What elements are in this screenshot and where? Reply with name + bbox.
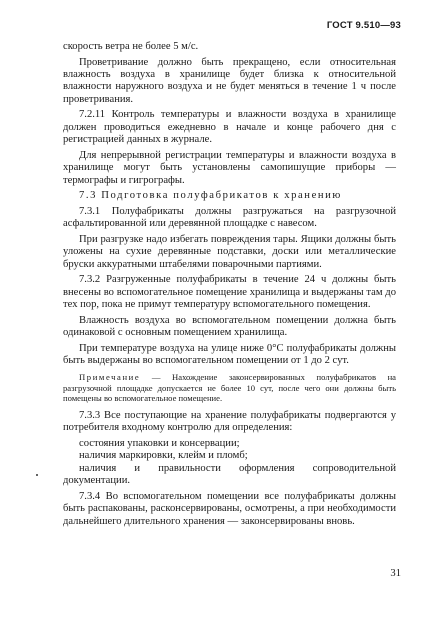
list-item: наличия маркировки, клейм и пломб; — [79, 450, 248, 462]
note-label: Примечание — [79, 372, 141, 383]
note — [63, 372, 396, 403]
inspection-list — [63, 438, 396, 488]
paragraph-ventilation-stop: Проветривание должно быть прекращено, если относительная влажность воздуха в хранилище будет близка к относительной влажности наружного воздуха и не будет меняться в течение 1 ч после проветривания. — [63, 56, 396, 105]
note-text: — Нахождение законсервированных полуфабрикатов на разгрузочной площадке допускается не более 10 сут, после чего они должны быть помещены во вспомогательное помещение. — [63, 372, 396, 403]
paragraph-recording-instruments: Для непрерывной регистрации температуры и влажности воздуха в хранилище могут быть установлены самопишущие приборы — термографы и гигрографы. — [63, 149, 396, 186]
section-heading-7-3: 7.3 Подготовка полуфабрикатов к хранению — [79, 190, 342, 202]
paragraph-unloading: При разгрузке надо избегать повреждения тары. Ящики должны быть уложены на сухие деревянные подставки, доски или металлические бруски аккуратными штабелями поварочными партиями. — [63, 233, 396, 270]
paragraph-7-3-4: 7.3.4 Во вспомогательном помещении все полуфабрикаты должны быть распакованы, расконсервированы, осмотрены, а при необходимости дальнейшего длительного хранения — законсервированы вновь. — [63, 490, 396, 527]
standard-code-header: ГОСТ 9.510—93 — [326, 20, 401, 31]
paragraph-7-3-3: 7.3.3 Все поступающие на хранение полуфабрикаты подвергаются у потребителя входному контролю для определения: — [63, 410, 396, 434]
paragraph-temperature: При температуре воздуха на улице ниже 0°С полуфабрикаты должны быть выдержаны во вспомогательном помещении от 1 до 2 сут. — [63, 342, 396, 367]
paragraph-7-2-11: 7.2.11 Контроль температуры и влажности воздуха в хранилище должен проводиться ежедневно в начале и конце рабочего дня с регистрацией данных в журнале. — [63, 109, 396, 146]
body-text — [63, 41, 396, 531]
paragraph-7-3-1: 7.3.1 Полуфабрикаты должны разгружаться на разгрузочной асфальтированной или деревянной площадке с навесом. — [63, 205, 396, 230]
list-item: состояния упаковки и консервации; — [79, 438, 240, 450]
page-number: 31 — [390, 568, 401, 579]
margin-mark — [36, 474, 38, 476]
paragraph-humidity: Влажность воздуха во вспомогательном помещении должна быть одинаковой с основным помещением хранилища. — [63, 314, 396, 339]
list-item: наличия и правильности оформления сопроводительной документации. — [63, 462, 396, 487]
paragraph-wind-speed: скорость ветра не более 5 м/с. — [63, 41, 199, 52]
paragraph-7-3-2: 7.3.2 Разгруженные полуфабрикаты в течение 24 ч должны быть внесены во вспомогательное помещение хранилища и выдержаны там до тех пор, пока не примут температуру вспомогательного помещения. — [63, 274, 396, 311]
